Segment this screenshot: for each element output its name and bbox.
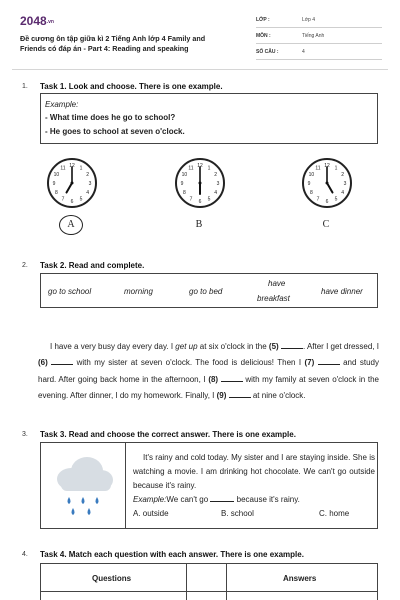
document-title: Đề cương ôn tập giữa kì 2 Tiếng Anh lớp 4 Family and Friends có đáp án - Part 4: Reading and speaking (20, 34, 206, 54)
clock-numeral: 5 (334, 196, 338, 203)
clock-numeral: 12 (197, 163, 203, 169)
task4-title: Task 4. Match each question with each answer. There is one example. (40, 550, 304, 559)
clock-numeral: 2 (214, 172, 217, 178)
clock-numeral: 4 (341, 190, 344, 196)
clock-numeral: 3 (88, 181, 92, 187)
clock-numeral: 1 (79, 165, 83, 172)
matching-table (40, 563, 378, 600)
table-row-divider (41, 591, 377, 592)
clock-numeral: 9 (180, 181, 184, 187)
clock-numeral: 10 (308, 172, 315, 178)
word-option: go to bed (189, 287, 223, 296)
meta-class (256, 14, 382, 28)
example-text: We can't go (166, 495, 211, 504)
site-logo[interactable] (20, 14, 54, 28)
clock-numeral: 3 (343, 181, 347, 187)
example-label: Example: (133, 495, 167, 504)
blank-8[interactable] (221, 375, 243, 382)
task2-number: 2. (22, 262, 28, 269)
clock-numeral: 12 (69, 163, 75, 169)
clock-numeral: 5 (79, 196, 83, 203)
example-text: because it's rainy. (234, 495, 300, 504)
questions-column (41, 564, 187, 600)
header-divider (12, 69, 388, 70)
word-option: breakfast (257, 294, 290, 303)
task1-title: Task 1. Look and choose. There is one example. (40, 82, 223, 91)
option-b[interactable]: B. school (221, 509, 254, 518)
meta-key: LỚP : (256, 17, 270, 23)
clock-numeral: 8 (183, 190, 186, 196)
clock-label-c[interactable]: C (322, 219, 330, 230)
blank-number: (6) (38, 358, 48, 368)
example-blank (210, 495, 234, 502)
clock-numeral: 1 (207, 165, 211, 172)
task3-divider (125, 443, 126, 528)
task2-title: Task 2. Read and complete. (40, 261, 145, 270)
passage-text: with my sister at seven o'clock. The food is delicious! Then I (73, 358, 305, 368)
meta-subject (256, 30, 382, 44)
passage-text: . After I get dressed, I (302, 342, 379, 351)
clock-b-icon (172, 155, 228, 211)
passage-italic: get up (175, 342, 198, 351)
clock-label-a[interactable]: A (67, 219, 75, 230)
clock-numeral: 8 (310, 190, 313, 196)
clock-numeral: 2 (86, 172, 89, 178)
task3-box (40, 442, 378, 529)
questions-header: Questions (92, 574, 132, 583)
passage-text: at six o'clock in the (197, 342, 269, 351)
example-question: - What time does he go to school? (45, 113, 176, 122)
word-bank (40, 273, 378, 308)
blank-6[interactable] (51, 358, 73, 365)
example-label: Example: (45, 100, 79, 109)
logo-main: 2048 (20, 14, 47, 28)
clock-numeral: 12 (324, 163, 330, 169)
clock-center (199, 182, 202, 185)
task3-number: 3. (22, 431, 28, 438)
clock-numeral: 2 (341, 172, 344, 178)
clock-numeral: 10 (53, 172, 60, 178)
blank-number: (9) (216, 390, 227, 400)
task3-title: Task 3. Read and choose the correct answer. There is one example. (40, 430, 296, 439)
task1-number: 1. (22, 83, 28, 90)
passage-text: with my family at seven o'clock in the evening. After dinner, I do my homework. Finally, I (38, 374, 379, 400)
word-option: morning (124, 287, 153, 296)
option-c[interactable]: C. home (319, 509, 350, 518)
spacer-column (187, 564, 227, 600)
word-option: have (268, 279, 286, 288)
word-option: go to school (48, 287, 92, 296)
meta-key: MÔN : (256, 33, 271, 39)
meta-value: Lớp 4 (302, 17, 316, 23)
example-answer: - He goes to school at seven o'clock. (45, 127, 185, 136)
meta-value: 4 (302, 49, 305, 55)
task3-reading-text: It's rainy and cold today. My sister and I are staying inside. She is watching a movie. I am drinking hot chocolate. We can't go outside because it's rainy. (133, 453, 375, 490)
blank-number: (5) (268, 342, 279, 351)
clock-numeral: 6 (70, 199, 74, 205)
meta-key: SỐ CÂU : (256, 49, 279, 55)
clock-numeral: 6 (198, 199, 202, 205)
clock-numeral: 7 (61, 196, 65, 203)
clock-center (326, 182, 329, 185)
passage-text: I have a very busy day every day. I (50, 342, 176, 351)
clock-numeral: 1 (334, 165, 338, 172)
clock-numeral: 10 (181, 172, 188, 178)
clock-numeral: 11 (315, 165, 321, 172)
passage-text: and study hard. After going back home in the afternoon, I (38, 358, 379, 384)
passage-text: at nine o'clock. (250, 390, 306, 400)
logo-suffix: .vn (46, 18, 54, 25)
clock-numeral: 5 (207, 196, 211, 203)
blank-number: (8) (208, 374, 219, 384)
clock-numeral: 4 (214, 190, 217, 196)
clock-numeral: 4 (86, 190, 89, 196)
blank-9[interactable] (229, 391, 251, 398)
blank-5[interactable] (281, 342, 303, 349)
task1-example-box (40, 93, 378, 144)
clock-numeral: 3 (216, 181, 220, 187)
clock-label-b[interactable]: B (195, 219, 203, 230)
clock-numeral: 6 (325, 199, 329, 205)
task3-example (133, 493, 375, 507)
clock-numeral: 7 (189, 196, 193, 203)
clock-a-icon (44, 155, 100, 211)
page-header (20, 14, 382, 62)
clock-numeral: 9 (52, 181, 56, 187)
blank-number: (7) (304, 358, 315, 368)
task4-number: 4. (22, 551, 28, 558)
task3-options (133, 507, 375, 521)
clock-numeral: 11 (60, 165, 66, 172)
clock-numeral: 7 (316, 196, 320, 203)
word-option: have dinner (321, 287, 363, 296)
reading-passage (38, 339, 379, 404)
clock-numeral: 9 (307, 181, 311, 187)
meta-question-count (256, 46, 382, 60)
option-a[interactable]: A. outside (133, 509, 169, 518)
meta-value: Tiếng Anh (302, 33, 325, 39)
blank-7[interactable] (318, 358, 340, 365)
answers-header: Answers (283, 574, 317, 583)
document-meta (256, 14, 382, 62)
clock-c-icon (299, 155, 355, 211)
clock-numeral: 11 (188, 165, 194, 172)
rain-cloud-icon (49, 451, 119, 521)
clock-center (71, 182, 74, 185)
clock-numeral: 8 (55, 190, 58, 196)
